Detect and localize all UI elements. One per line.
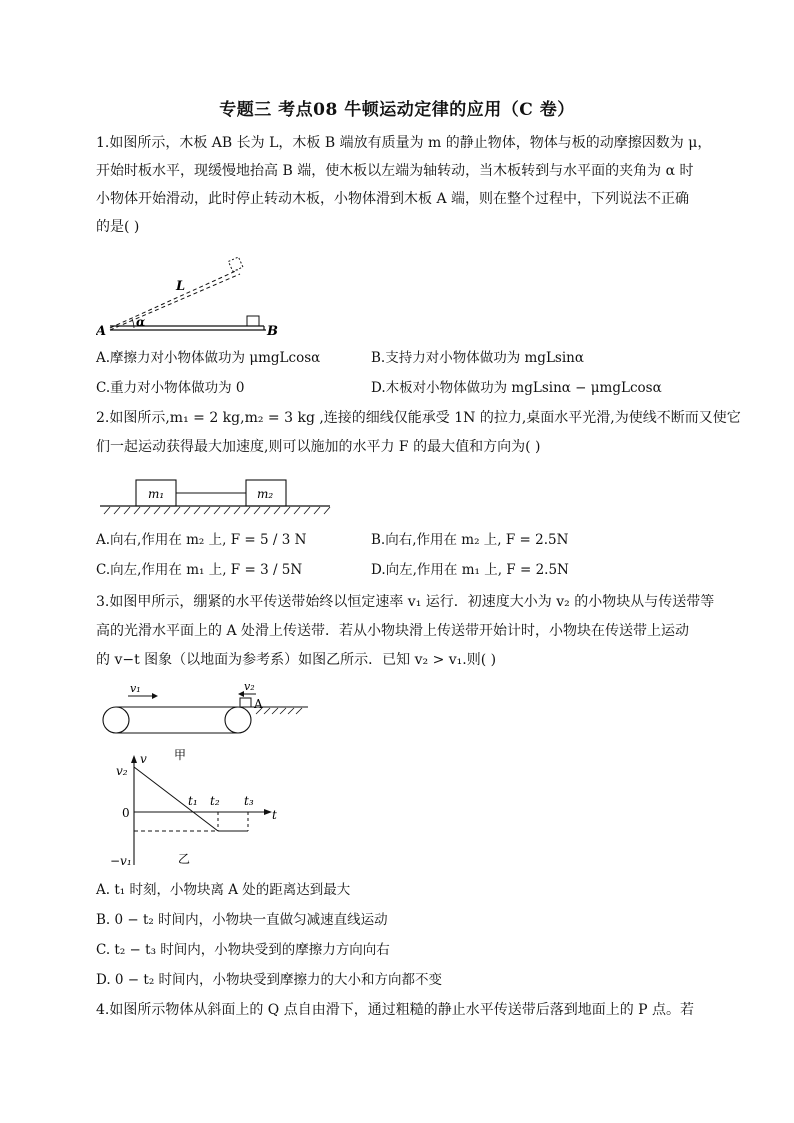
q3-graph-label-t: t [272, 808, 277, 822]
q3-graph-label-yi: 乙 [178, 852, 191, 866]
q1-board-tilted-top [110, 270, 238, 328]
q3-right-roller [225, 707, 251, 733]
q1-label-A: A [96, 324, 107, 339]
q3-graph-label-zero: 0 [122, 806, 130, 820]
q3-graph-label-jia: 甲 [174, 748, 187, 762]
q1-stem-line-2: 开始时板水平，现缓慢地抬高 B 端，使木板以左端为轴转动，当木板转到与水平面的夹角为 α 时 [96, 163, 694, 179]
q3-graph-label-t1: t₁ [188, 794, 198, 808]
q3-graph-line-decel [134, 767, 218, 831]
q3-small-block [240, 698, 251, 707]
q3-vt-graph [96, 745, 296, 870]
q2-stem-line-1: 2.如图所示,m₁ = 2 kg,m₂ = 3 kg ,连接的细线仅能承受 1N 的拉力,桌面水平光滑,为使线不断而又使它 [96, 410, 741, 426]
q1-stem-line-4: 的是( ) [96, 219, 140, 235]
q1-label-B: B [267, 324, 278, 339]
q3-label-A: A [254, 697, 263, 711]
q3-graph-label-t2: t₂ [210, 794, 220, 808]
q2-label-m2: m₂ [257, 487, 274, 501]
q1-board-tilted-bottom [110, 274, 240, 330]
q3-conveyor-figure [96, 678, 316, 748]
q2-option-a[interactable]: A.向右,作用在 m₂ 上, F = 5 / 3 N [96, 532, 307, 548]
q2-option-c[interactable]: C.向左,作用在 m₁ 上, F = 3 / 5N [96, 562, 303, 578]
q1-incline-figure [96, 250, 286, 340]
q3-option-a[interactable]: A. t₁ 时刻，小物块离 A 处的距离达到最大 [96, 882, 351, 898]
q3-graph-label-v: v [140, 752, 147, 766]
q1-option-a[interactable]: A.摩擦力对小物体做功为 μmgLcosα [96, 350, 321, 366]
q3-graph-label-v2: v₂ [116, 764, 128, 778]
q2-table-hatching [104, 507, 330, 514]
q3-option-b[interactable]: B. 0 − t₂ 时间内，小物块一直做匀减速直线运动 [96, 912, 388, 928]
q3-label-v2: v₂ [244, 680, 255, 693]
q1-stem-line-3: 小物体开始滑动，此时停止转动木板，小物体滑到木板 A 端，则在整个过程中，下列说法不正确 [96, 191, 690, 207]
q2-stem-line-2: 们一起运动获得最大加速度,则可以施加的水平力 F 的最大值和方向为( ) [96, 439, 541, 455]
q1-block-flat [247, 316, 259, 326]
q3-graph-label-t3: t₃ [244, 794, 254, 808]
q3-graph-label-neg-v1: −v₁ [110, 854, 132, 868]
q3-option-d[interactable]: D. 0 − t₂ 时间内，小物块受到摩擦力的大小和方向都不变 [96, 972, 443, 988]
q3-stem-line-2: 高的光滑水平面上的 A 处滑上传送带．若从小物块滑上传送带开始计时，小物块在传送带上运动 [96, 623, 690, 639]
page-title: 专题三 考点08 牛顿运动定律的应用（C 卷） [219, 100, 575, 120]
q1-label-L: L [176, 279, 186, 294]
q1-label-alpha: α [136, 315, 146, 329]
q3-stem-line-1: 3.如图甲所示，绷紧的水平传送带始终以恒定速率 v₁ 运行．初速度大小为 v₂ 的小物块从与传送带等 [96, 594, 715, 610]
q2-option-d[interactable]: D.向左,作用在 m₁ 上, F = 2.5N [371, 562, 569, 578]
q1-stem-line-1: 1.如图所示，木板 AB 长为 L，木板 B 端放有质量为 m 的静止物体，物体与板的动摩擦因数为 μ， [96, 135, 712, 151]
q3-left-roller [103, 707, 129, 733]
q2-label-m1: m₁ [148, 487, 165, 501]
q4-stem-line-1: 4.如图所示物体从斜面上的 Q 点自由滑下，通过粗糙的静止水平传送带后落到地面上的 P 点。若 [96, 1002, 695, 1018]
q2-blocks-figure [100, 474, 332, 522]
q1-block-tilted [228, 257, 243, 272]
q3-arrow-right [152, 693, 158, 699]
q3-stem-line-3: 的 v−t 图象（以地面为参考系）如图乙所示．已知 v₂ > v₁.则( ) [96, 652, 497, 668]
q3-label-v1: v₁ [130, 682, 141, 695]
q3-option-c[interactable]: C. t₂ − t₃ 时间内，小物块受到的摩擦力方向向右 [96, 942, 390, 958]
q1-option-c[interactable]: C.重力对小物体做功为 0 [96, 380, 245, 396]
q3-arrow-left [238, 691, 244, 697]
q1-option-d[interactable]: D.木板对小物体做功为 mgLsinα − μmgLcosα [371, 380, 662, 396]
q3-platform-hatching [256, 708, 302, 714]
q2-option-b[interactable]: B.向右,作用在 m₂ 上, F = 2.5N [371, 532, 569, 548]
q1-option-b[interactable]: B.支持力对小物体做功为 mgLsinα [371, 350, 584, 366]
